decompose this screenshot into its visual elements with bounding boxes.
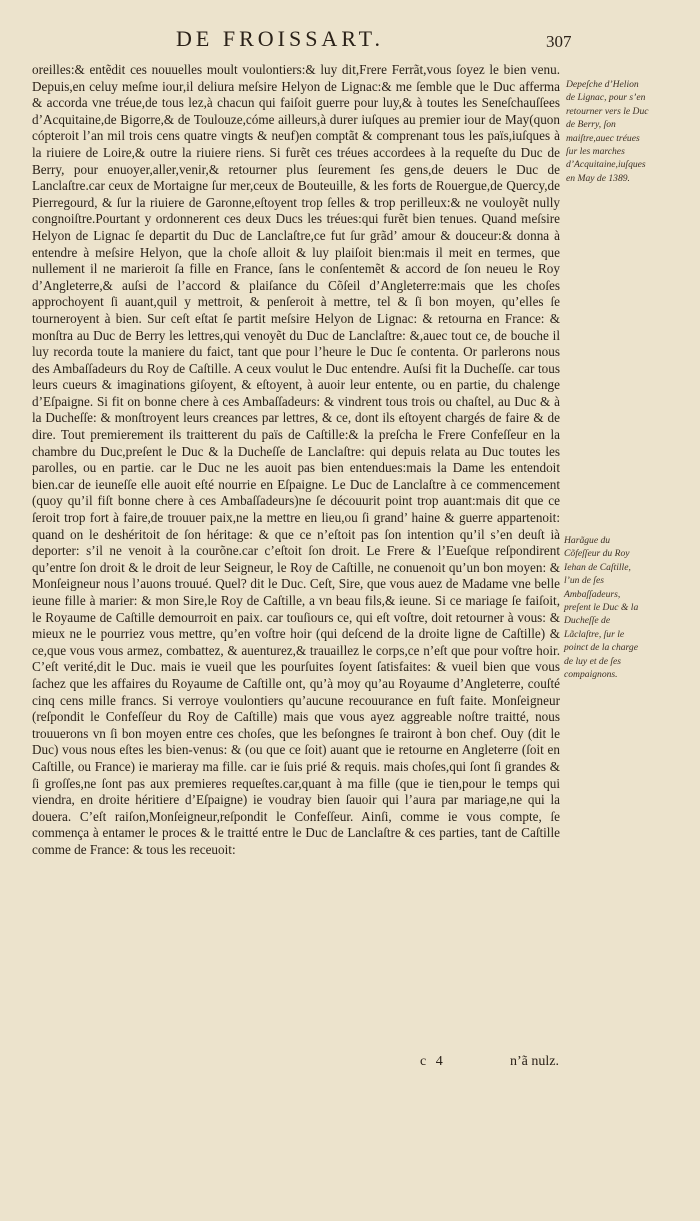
body-paragraph: oreilles:& entẽdit ces nouuelles moult voulontiers:& luy dit,Frere Ferrãt,vous ſoyez le bien venu. Depuis,en celuy meſme iour,il deliura meſsire Helyon de Lignac:& me ſemble que le Duc afferma & accorda vne tréue,de tous lez,à chacun qui faiſoit guerre pour luy,& à toutes les Seneſchauſſees d’Acquitaine,de Bigorre,& de Toulouze,cóme ailleurs,à durer iuſques au premier iour de May(quon cópteroit l’an mil trois cens quatre vingts & neuf)en comptãt & comprenant tous les païs,iuſques à la riuiere de Loire,& outre la riuiere riens. Si furẽt ces tréues accordees à la requeſte du Duc de Berry, pour enuoyer,aller,venir,& retourner plus ſeurement ſes gens,de deuers le Duc de Lanclaſtre.car ceux de Mortaigne ſur mer,ceux de Bouteuille, & les forts de Rouergue,de Quercy,de Pierregourd, & ſur la riuiere de Garonne,eſtoyent trop ſelles & trop perilleux:& ne vouloyẽt nully congnoiſtre.Pourtant y ordonnerent ces deux Ducs les tréues:qui furẽt bien tenues. Quand meſsire Helyon de Lignac ſe departit du Duc de Lanclaſtre,ce fut ſur grãd’ amour & douceur:& donna à entendre à meſsire Helyon, que la choſe alloit & luy plaiſoit bien:mais il meit en termes, que nullement il ne marieroit ſa fille en France, ſans le conſentemẽt & accord de ſon neueu le Roy d’Angleterre,& auſsi de l’accord & plaiſance du Cõſeil d’Angleterre:mais que les choſes approchoyent ſi auant,quil y mettroit, & penſeroit à mettre, tel & ſi bon moyen, qu’elles ſe tourneroyent à bien. Sur ceſt eſtat ſe partit meſsire Helyon de Lignac: & retourna en France: & monſtra au Duc de Berry les lettres,qui venoyẽt du Duc de Lanclaſtre: &,auec tout ce, de bouche il luy recorda toute la maniere du faict, tant que pour l’heure le Duc ſe contenta. Or parlerons nous des Ambaſſadeurs du Roy de Caſtille. A ceux voulut le Duc entendre. Auſsi fit la Ducheſſe. car tous leurs cueurs & imaginations giſoyent, & eſtoyent, à auoir leur entente, ou en partie, du chalenge d’Eſpaigne. Si fit on bonne chere à ces Ambaſſadeurs: & vindrent tous trois ou chaſtel, au Duc & à la Ducheſſe: & monſtroyent leurs creances par lettres, & ce, dont ils eſtoyent chargés de faire & de dire. Tout premierement ils traitterent du païs de Caſtille:& la preſcha le Frere Confeſſeur en la chambre du Duc,preſent le Duc & la Ducheſſe de Lanclaſtre: qui depuis relata au Duc toutes les parolles, ou en partie. car le Duc ne les auoit pas bien entendues:mais la Dame les entendoit bien.car de ieuneſſe elle auoit eſté nourrie en Eſpaigne. Le Duc de Lanclaſtre à ce commencement (quoy qu’il fiſt bonne chere à ces Ambaſſadeurs)ne ſe découurit point trop auant:mais dit que ce ſeroit trop fort à faire,de trouuer paix,ne la mettre en lieu,ou ſi grand’ haine & guerre appartenoit: quand on le deshéritoit de ſon héritage: & que ce n’eſtoit pas ſon intention qu’il s’en deuſt ià deporter: s’il ne venoit à la courõne.car c’eſtoit ſon droit. Le Frere & l’Eueſque reſpondirent qu’entre ſon droit & le droit de leur Seigneur, le Roy de Caſtille, ne conuenoit qu’un bon moyen: & Monſeigneur nous l’auons trouué. Quel? dit le Duc. Ceſt, Sire, que vous auez de Madame vne belle ieune fille à marier: & mon Sire,le Roy de Caſtille, a vn beau fils,& ieune. Si ce mariage ſe faiſoit, le Royaume de Caſtille demourroit en paix. car touſiours ce, qui eſt voſtre, doit retourner à vous: & mieux ne le pourriez vous mettre, qu’en voſtre hoir (qui deſcend de la droite ligne de Caſtille) & ce,que vous vous armez, combattez, & auenturez,& trauaillez le corps,ce n’eſt que pour voſtre hoir. C’eſt verité,dit le Duc. mais ie vueil que les pourſuites ſoyent ſatisfaites: & vueil bien que vous ſachez que les affaires du Royaume de Caſtille ont, qu’à moy qu’au Royaume d’Angleterre, couſté cinq cens mille francs. Si verroye voulontiers qu’aucune recouurance en fuſt faite. Monſeigneur (reſpondit le Confeſſeur du Roy de Caſtille) mais que vous ayez aggreable noſtre traitté, nous trouuerons vn ſi bon moyen entre ces choſes, que les beſongnes ſe trairont à bon chef. Ouy (dit le Duc) vous nous eſtes les bien-venus: & (ou que ce ſoit) auant que ie retourne en Angleterre (ſoit en Caſtille, ou France) ie marieray ma fille. car ie ſuis prié & requis. mais choſes,qui ſont ſi grandes & ſi groſſes,ne ſont pas aux premieres requeſtes.car,quant à ma fille (que ie tien,pour le temps qui viendra, en droite héritiere d’Eſpaigne) ie voudray bien ſauoir qui l’aura par mariage,ne qui la douera. C’eſt raiſon,Monſeigneur,reſpondit le Confeſſeur. Ainſi, comme ie vous compte, ſe commença à entamer le proces & le traitté entre le Duc de Lanclaſtre & ces parties, tant de Caſtille comme de France: & tous les receuoit: bbox=[32, 62, 560, 857]
main-text-column bbox=[32, 62, 560, 859]
page-number: 307 bbox=[546, 32, 572, 51]
catchword: n’ã nulz. bbox=[510, 1054, 559, 1069]
margin-note-confessor: Harãgue du Cõfeſſeur du Roy Iehan de Caſtille, l’un de ſes Ambaſſadeurs, preſent le Duc & la Ducheſſe de Lãclaſtre, ſur le poinct de la charge de luy et de ſes compaignons. bbox=[564, 535, 639, 681]
margin-note-helion: Depeſche d’Helion de Lignac, pour s’en retourner vers le Duc de Berry, ſon maiſtre,auec tréues ſur les marches d’Acquitaine,iuſques en May de 1389. bbox=[566, 79, 649, 184]
signature-mark: c 4 bbox=[420, 1054, 446, 1069]
running-title: DE FROISSART. bbox=[176, 26, 384, 51]
